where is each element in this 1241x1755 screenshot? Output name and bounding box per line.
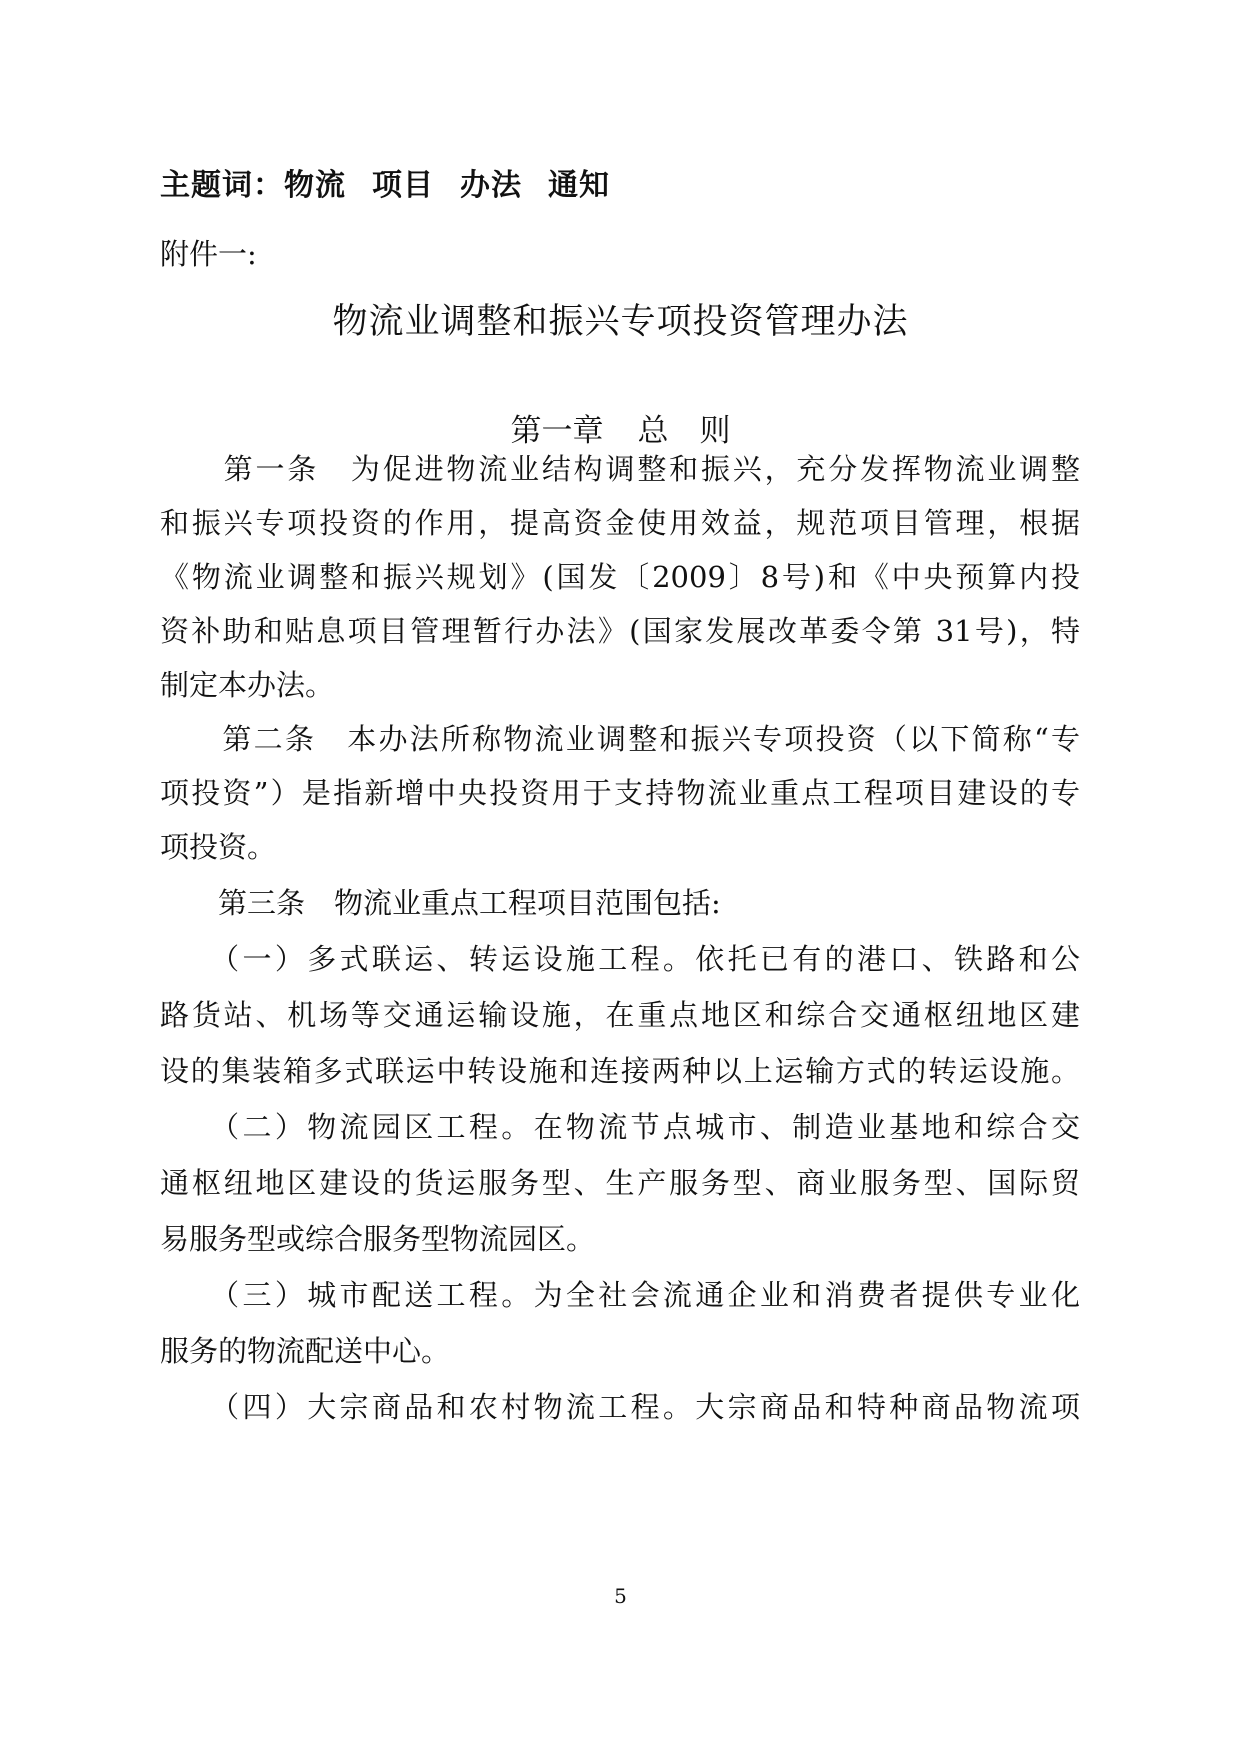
body-line: 设的集装箱多式联运中转设施和连接两种以上运输方式的转运设施。 (160, 1054, 1080, 1088)
body-line: 项投资”）是指新增中央投资用于支持物流业重点工程项目建设的专 (160, 776, 1080, 810)
keyword-term: 项目 (372, 168, 434, 203)
keyword-term: 办法 (460, 168, 522, 203)
page-number: 5 (614, 1584, 627, 1608)
body-line: 和振兴专项投资的作用，提高资金使用效益，规范项目管理，根据 (160, 506, 1080, 540)
chapter-number: 第一章 (510, 413, 604, 449)
attachment-label: 附件一: (160, 237, 257, 271)
body-line: 第二条 本办法所称物流业调整和振兴专项投资（以下简称“专 (160, 722, 1080, 756)
keyword-term: 物流 (284, 168, 346, 203)
body-line: 路货站、机场等交通运输设施，在重点地区和综合交通枢纽地区建 (160, 998, 1080, 1032)
body-line: （三）城市配送工程。为全社会流通企业和消费者提供专业化 (160, 1278, 1080, 1312)
body-line: （二）物流园区工程。在物流节点城市、制造业基地和综合交 (160, 1110, 1080, 1144)
body-line: 制定本办法。 (160, 668, 335, 702)
keywords-label: 主题词： (160, 168, 284, 203)
subject-keywords (160, 160, 610, 204)
body-line: 通枢纽地区建设的货运服务型、生产服务型、商业服务型、国际贸 (160, 1166, 1080, 1200)
body-line: 资补助和贴息项目管理暂行办法》(国家发展改革委令第 31号)，特 (160, 614, 1080, 648)
body-line: （一）多式联运、转运设施工程。依托已有的港口、铁路和公 (160, 942, 1080, 976)
body-line: 项投资。 (160, 830, 277, 864)
chapter-name: 总 则 (637, 413, 731, 449)
body-line: 第三条 物流业重点工程项目范围包括: (160, 886, 721, 920)
body-line: 第一条 为促进物流业结构调整和振兴，充分发挥物流业调整 (160, 452, 1080, 486)
body-line: （四）大宗商品和农村物流工程。大宗商品和特种商品物流项 (160, 1390, 1080, 1424)
body-line: 易服务型或综合服务型物流园区。 (160, 1222, 596, 1256)
document-title: 物流业调整和振兴专项投资管理办法 (332, 302, 909, 342)
chapter-heading (0, 405, 1241, 450)
body-line: 服务的物流配送中心。 (160, 1334, 451, 1368)
keyword-term: 通知 (548, 168, 610, 203)
body-line: 《物流业调整和振兴规划》(国发〔2009〕8号)和《中央预算内投 (160, 560, 1080, 594)
